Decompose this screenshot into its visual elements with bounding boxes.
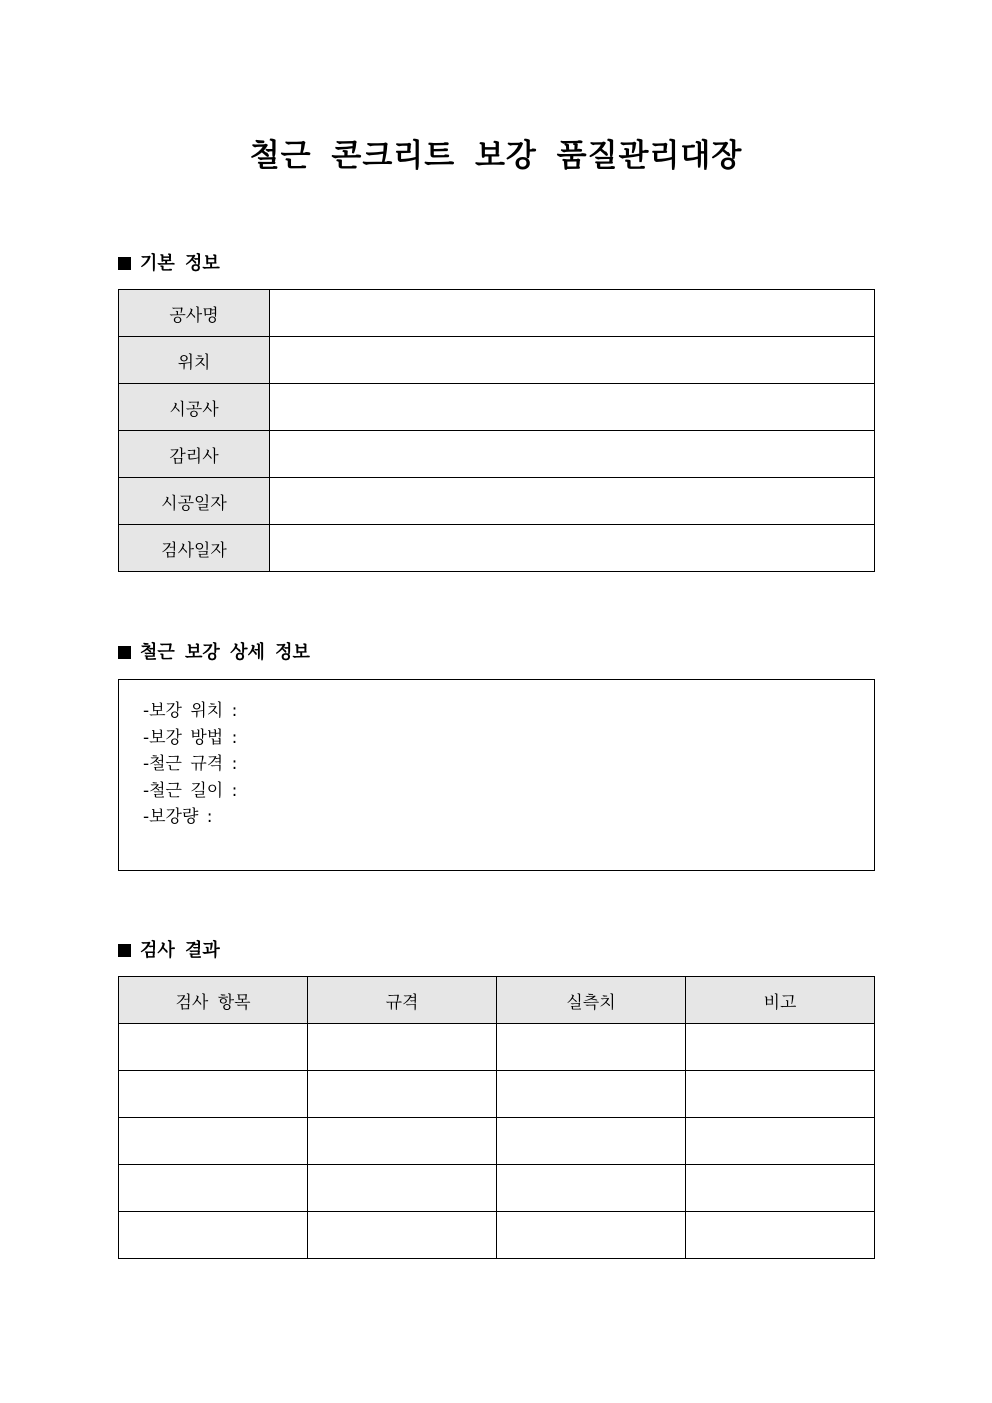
field-value-contractor[interactable] [270, 384, 875, 431]
table-row [119, 1024, 875, 1071]
table-cell[interactable] [119, 1071, 308, 1118]
field-value-supervisor[interactable] [270, 431, 875, 478]
field-label-project-name: 공사명 [119, 290, 270, 337]
table-cell[interactable] [497, 1071, 686, 1118]
table-row [119, 1118, 875, 1165]
field-value-project-name[interactable] [270, 290, 875, 337]
table-cell[interactable] [308, 1118, 497, 1165]
section-heading-basic-info [118, 251, 220, 277]
section-heading-inspection-results [118, 938, 220, 964]
table-row [119, 431, 875, 478]
table-cell[interactable] [686, 1071, 875, 1118]
square-bullet-icon [118, 646, 131, 659]
field-label-inspection-date: 검사일자 [119, 525, 270, 572]
table-cell[interactable] [686, 1212, 875, 1259]
table-header-row [119, 977, 875, 1024]
table-row [119, 478, 875, 525]
table-cell[interactable] [119, 1118, 308, 1165]
column-header-measured-value: 실측치 [497, 977, 686, 1024]
field-value-location[interactable] [270, 337, 875, 384]
section-heading-label: 철근 보강 상세 정보 [140, 642, 310, 663]
field-label-supervisor: 감리사 [119, 431, 270, 478]
section-heading-rebar-detail [118, 640, 310, 666]
table-cell[interactable] [119, 1024, 308, 1071]
table-cell[interactable] [497, 1024, 686, 1071]
detail-line-reinforcement-amount: -보강량 : [143, 807, 213, 828]
page-title: 철근 콘크리트 보강 품질관리대장 [249, 138, 743, 174]
field-value-construction-date[interactable] [270, 478, 875, 525]
field-label-construction-date: 시공일자 [119, 478, 270, 525]
rebar-detail-list [143, 698, 237, 831]
table-row [119, 1212, 875, 1259]
field-value-inspection-date[interactable] [270, 525, 875, 572]
detail-line-reinforcement-method: -보강 방법 : [143, 727, 238, 748]
table-cell[interactable] [497, 1165, 686, 1212]
square-bullet-icon [118, 944, 131, 957]
rebar-detail-box[interactable] [118, 679, 875, 871]
table-cell[interactable] [119, 1212, 308, 1259]
table-cell[interactable] [119, 1165, 308, 1212]
field-label-contractor: 시공사 [119, 384, 270, 431]
table-cell[interactable] [686, 1165, 875, 1212]
table-cell[interactable] [308, 1071, 497, 1118]
table-row [119, 384, 875, 431]
column-header-spec: 규격 [308, 977, 497, 1024]
column-header-remarks: 비고 [686, 977, 875, 1024]
table-cell[interactable] [686, 1024, 875, 1071]
detail-line-reinforcement-location: -보강 위치 : [143, 701, 238, 721]
table-cell[interactable] [308, 1212, 497, 1259]
table-row [119, 290, 875, 337]
basic-info-table [118, 289, 875, 572]
table-row [119, 1071, 875, 1118]
table-cell[interactable] [497, 1118, 686, 1165]
square-bullet-icon [118, 257, 131, 270]
table-cell[interactable] [308, 1024, 497, 1071]
table-cell[interactable] [686, 1118, 875, 1165]
table-row [119, 1165, 875, 1212]
table-cell[interactable] [308, 1165, 497, 1212]
column-header-inspection-item: 검사 항목 [119, 977, 308, 1024]
table-row [119, 337, 875, 384]
section-heading-label: 기본 정보 [140, 253, 220, 274]
table-cell[interactable] [497, 1212, 686, 1259]
field-label-location: 위치 [119, 337, 270, 384]
detail-line-rebar-length: -철근 길이 : [143, 780, 238, 801]
table-row [119, 525, 875, 572]
detail-line-rebar-spec: -철근 규격 : [143, 754, 238, 775]
section-heading-label: 검사 결과 [140, 940, 220, 961]
inspection-results-table [118, 976, 875, 1259]
